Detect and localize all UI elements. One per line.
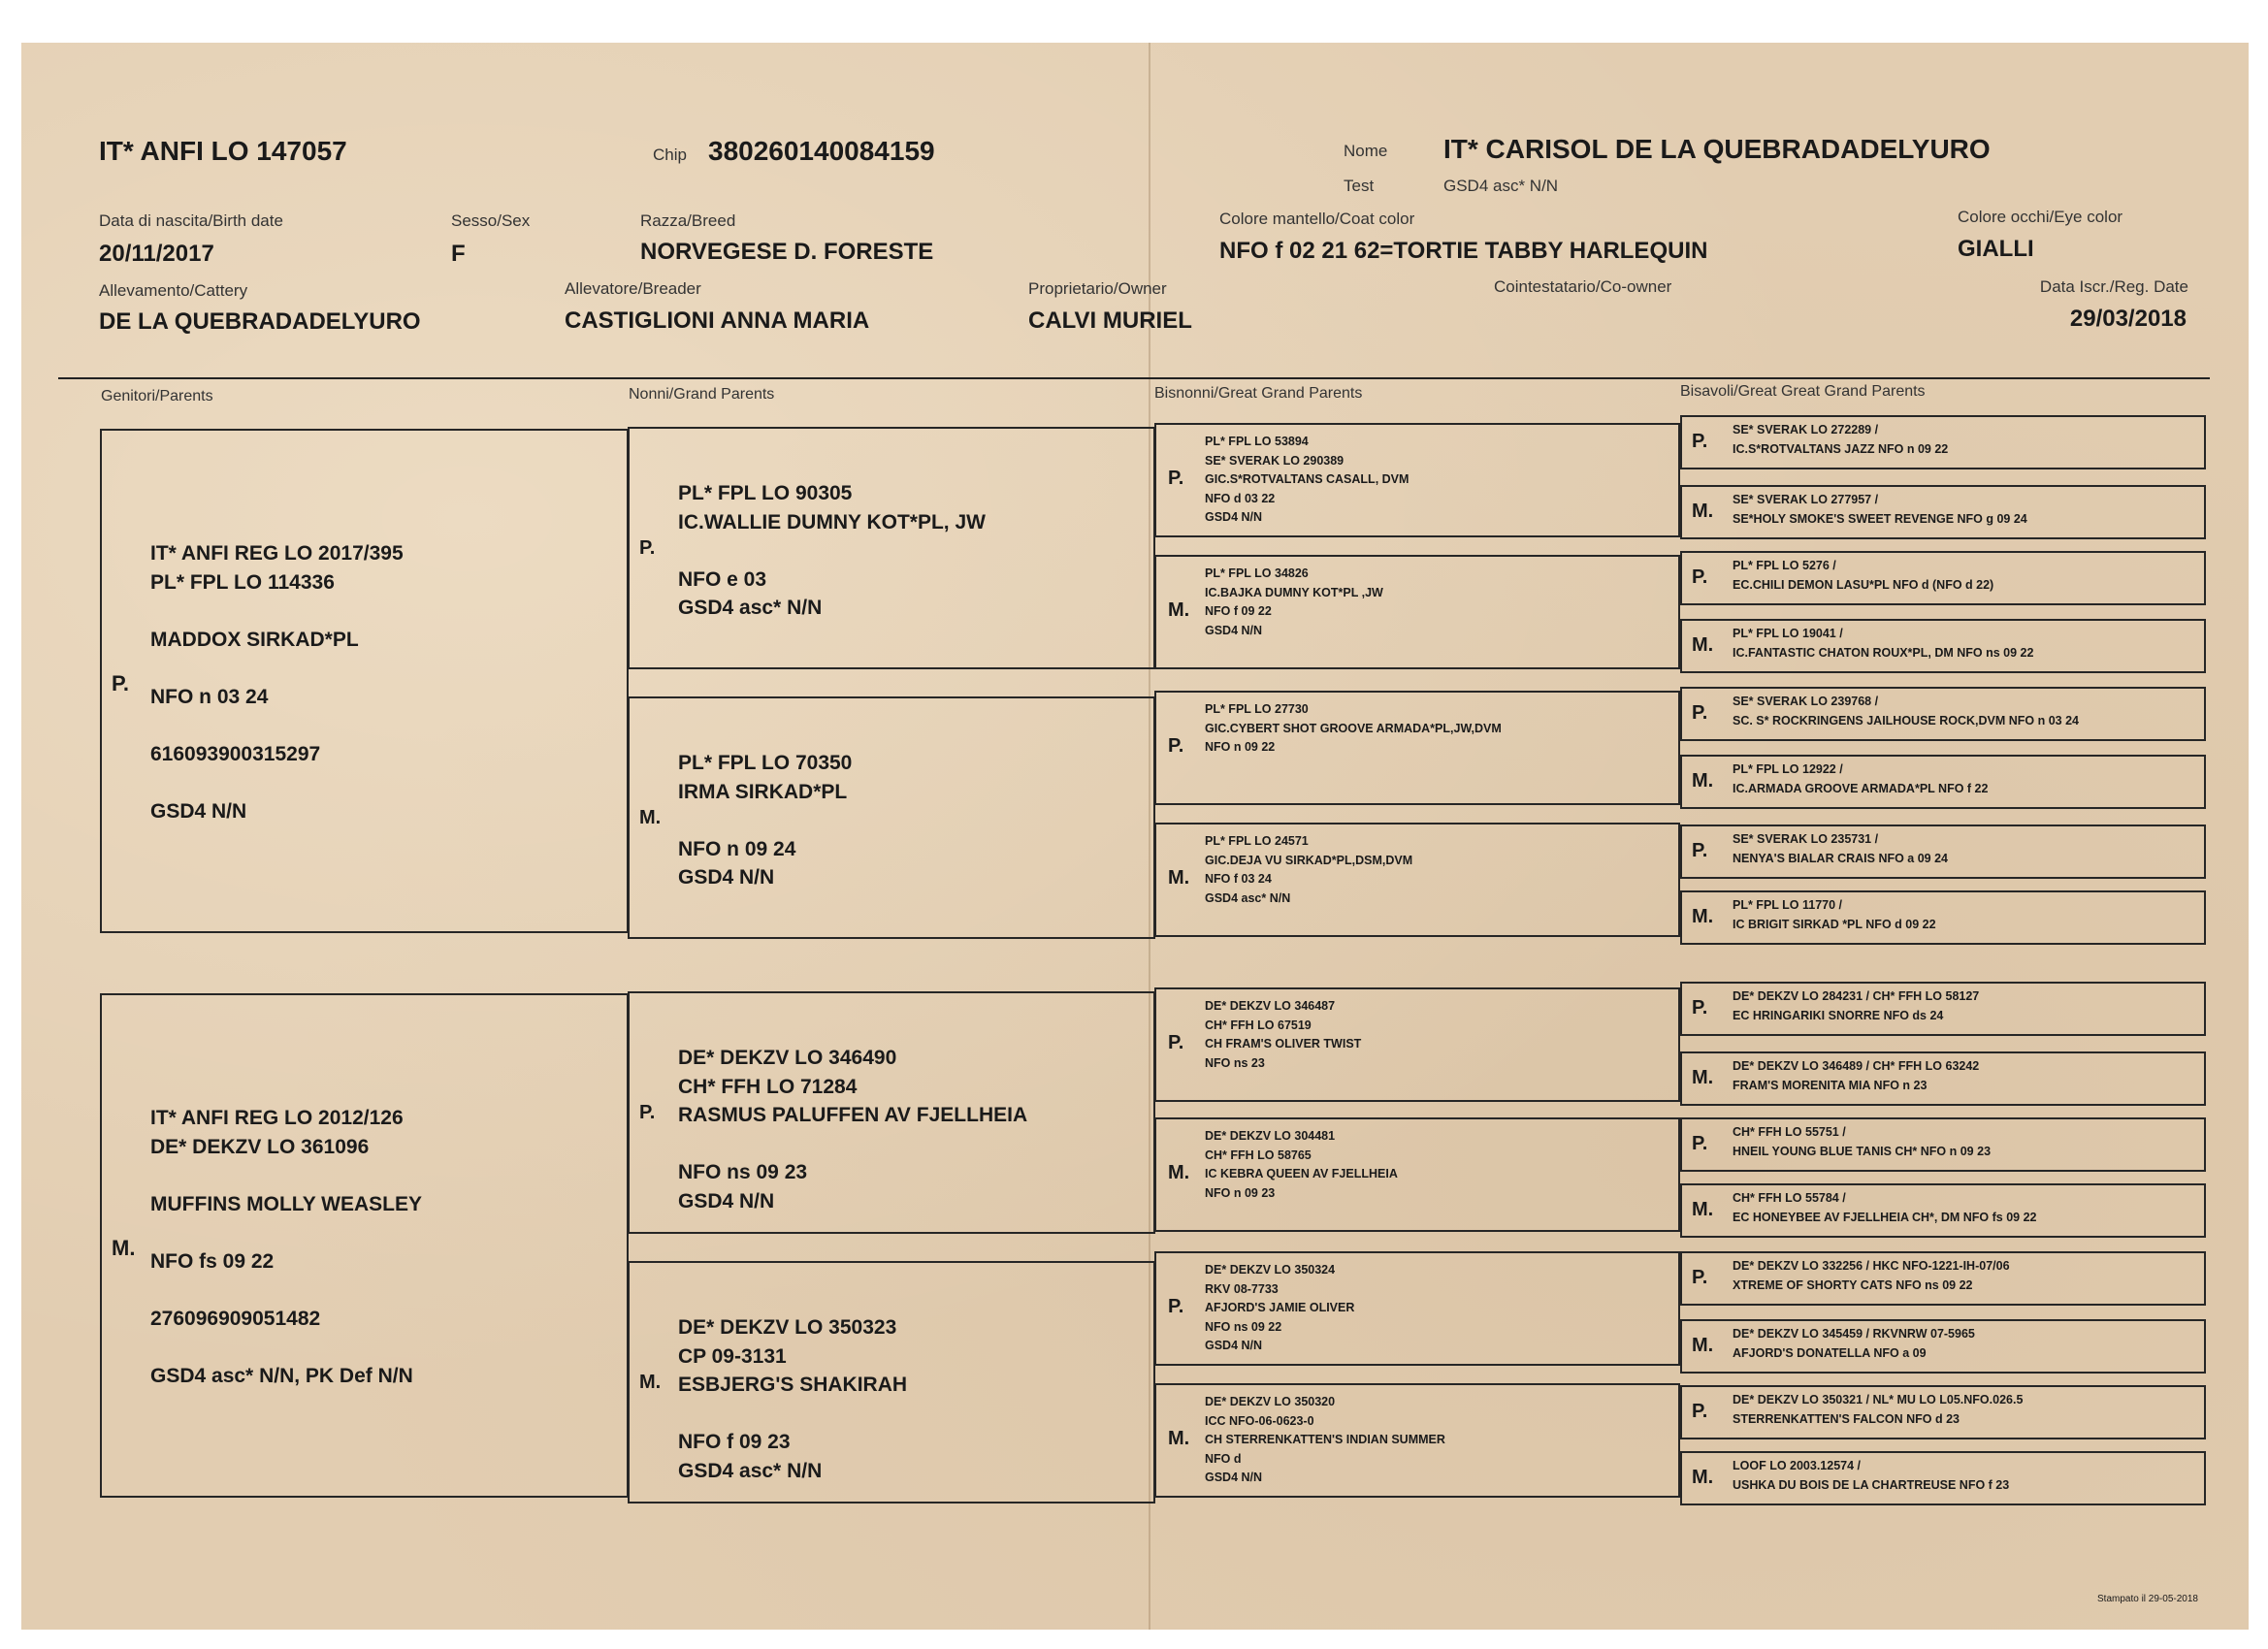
- great-grandparent-line: PL* FPL LO 34826: [1205, 566, 1309, 580]
- dam-line: NFO fs 09 22: [150, 1249, 275, 1273]
- great-great-grandparent-text: [1733, 896, 1936, 934]
- great-grandparent-line: DE* DEKZV LO 350320: [1205, 1395, 1336, 1408]
- sire-line: GSD4 N/N: [150, 799, 247, 823]
- great-grandparent-line: RKV 08-7733: [1205, 1281, 1279, 1296]
- great-great-grandparent-text: [1733, 625, 2033, 663]
- registration-number: IT* ANFI LO 147057: [99, 136, 347, 166]
- great-grandparent-line: NFO ns 09 22: [1205, 1319, 1282, 1334]
- great-grandparent-line: NFO n 09 22: [1205, 740, 1276, 754]
- great-grandparent-line: PL* FPL LO 24571: [1205, 834, 1309, 848]
- dam-line: 276096909051482: [150, 1307, 321, 1330]
- great-grandparent-box: [1154, 1383, 1680, 1498]
- great-great-grandparent-marker: M.: [1692, 770, 1714, 792]
- grandparent-line: NFO ns 09 23: [678, 1161, 808, 1183]
- great-grandparent-line: DE* DEKZV LO 346487: [1205, 999, 1336, 1013]
- great-grandparent-line: GIC.DEJA VU SIRKAD*PL,DSM,DVM: [1205, 853, 1413, 867]
- grandparent-line: [678, 536, 986, 566]
- grandparent-line: GSD4 asc* N/N: [678, 597, 823, 619]
- grandparent-line: NFO f 09 23: [678, 1431, 791, 1453]
- birth-label: Data di nascita/Birth date: [99, 211, 283, 230]
- great-great-grandparent-line: PL* FPL LO 11770 /: [1733, 898, 1843, 912]
- great-grandparent-box: [1154, 1117, 1680, 1232]
- great-grandparent-line: DE* DEKZV LO 350324: [1205, 1263, 1336, 1277]
- great-grandparent-line: ICC NFO-06-0623-0: [1205, 1413, 1314, 1428]
- great-grandparent-line: GSD4 N/N: [1205, 1339, 1263, 1352]
- great-great-grandparent-line: SE* SVERAK LO 277957 /: [1733, 493, 1879, 506]
- great-grandparent-marker: P.: [1168, 1296, 1184, 1317]
- sex-label: Sesso/Sex: [451, 211, 531, 230]
- cattery-label: Allevamento/Cattery: [99, 281, 248, 300]
- great-great-grandparent-line: CH* FFH LO 55751 /: [1733, 1125, 1846, 1139]
- dam-marker: M.: [112, 1236, 136, 1260]
- print-date: Stampato il 29-05-2018: [2097, 1594, 2198, 1604]
- grandparent-line: [678, 1400, 907, 1429]
- great-grandparent-marker: P.: [1168, 735, 1184, 757]
- great-great-grandparent-line: SC. S* ROCKRINGENS JAILHOUSE ROCK,DVM NFO n 03 24: [1733, 713, 2080, 728]
- great-great-grandparent-line: STERRENKATTEN'S FALCON NFO d 23: [1733, 1411, 1960, 1426]
- cat-name: IT* CARISOL DE LA QUEBRADADELYURO: [1443, 134, 1991, 164]
- great-great-grandparent-box: [1680, 687, 2206, 741]
- sire-line: IT* ANFI REG LO 2017/395: [150, 542, 404, 565]
- parent-box-dam: [100, 993, 629, 1498]
- great-grandparent-text: [1205, 433, 1409, 528]
- great-great-grandparent-marker: M.: [1692, 501, 1714, 522]
- grandparent-line: [678, 1130, 1027, 1159]
- great-great-grandparent-text: [1733, 693, 2079, 730]
- great-great-grandparent-text: [1733, 1257, 2010, 1295]
- great-great-grandparent-line: PL* FPL LO 5276 /: [1733, 559, 1836, 572]
- great-great-grandparent-box: [1680, 551, 2206, 605]
- great-grandparent-line: PL* FPL LO 53894: [1205, 435, 1309, 448]
- breed-label: Razza/Breed: [640, 211, 736, 230]
- chip-value: 380260140084159: [708, 136, 935, 166]
- grandparent-box: [628, 1261, 1155, 1504]
- grandparent-marker: P.: [639, 1102, 656, 1123]
- great-great-grandparent-marker: M.: [1692, 906, 1714, 927]
- great-grandparent-text: [1205, 1393, 1445, 1488]
- grandparent-line: GSD4 N/N: [678, 1189, 775, 1212]
- great-grandparent-line: SE* SVERAK LO 290389: [1205, 453, 1345, 468]
- great-great-grandparent-box: [1680, 1051, 2206, 1106]
- great-great-grandparent-text: [1733, 987, 1979, 1025]
- name-label: Nome: [1344, 142, 1388, 160]
- great-great-grandparent-box: [1680, 415, 2206, 469]
- great-grandparent-text: [1205, 997, 1361, 1073]
- great-great-grandparent-box: [1680, 755, 2206, 809]
- birth-value: 20/11/2017: [99, 241, 214, 267]
- eye-label: Colore occhi/Eye color: [1958, 208, 2123, 226]
- great-great-grandparent-box: [1680, 890, 2206, 945]
- section-parents: Genitori/Parents: [101, 388, 213, 404]
- grandparent-text: [678, 1044, 1027, 1215]
- great-grandparent-line: NFO n 09 23: [1205, 1185, 1276, 1200]
- grandparent-line: DE* DEKZV LO 350323: [678, 1316, 897, 1339]
- owner-value: CALVI MURIEL: [1028, 307, 1192, 334]
- great-great-grandparent-box: [1680, 485, 2206, 539]
- grandparent-line: GSD4 asc* N/N: [678, 1459, 823, 1482]
- great-great-grandparent-line: FRAM'S MORENITA MIA NFO n 23: [1733, 1078, 1928, 1092]
- great-great-grandparent-line: EC HRINGARIKI SNORRE NFO ds 24: [1733, 1008, 1944, 1022]
- great-great-grandparent-marker: P.: [1692, 431, 1708, 452]
- great-great-grandparent-text: [1733, 1189, 2036, 1227]
- great-grandparent-box: [1154, 1251, 1680, 1366]
- great-grandparent-text: [1205, 1261, 1354, 1356]
- grandparent-text: [678, 1313, 907, 1485]
- great-great-grandparent-text: [1733, 830, 1948, 868]
- great-grandparent-line: GSD4 asc* N/N: [1205, 890, 1291, 905]
- section-great-grandparents: Bisnonni/Great Grand Parents: [1154, 385, 1363, 402]
- grandparent-line: RASMUS PALUFFEN AV FJELLHEIA: [678, 1104, 1028, 1126]
- cattery-value: DE LA QUEBRADADELYURO: [99, 308, 421, 335]
- great-great-grandparent-box: [1680, 1451, 2206, 1505]
- grandparent-line: PL* FPL LO 90305: [678, 482, 853, 504]
- great-great-grandparent-text: [1733, 1391, 2023, 1429]
- great-great-grandparent-marker: M.: [1692, 1335, 1714, 1356]
- grandparent-marker: M.: [639, 1372, 662, 1393]
- great-great-grandparent-box: [1680, 1319, 2206, 1374]
- great-grandparent-line: NFO ns 23: [1205, 1055, 1265, 1070]
- great-great-grandparent-text: [1733, 1057, 1979, 1095]
- sex-value: F: [451, 241, 466, 267]
- great-grandparent-line: GSD4 N/N: [1205, 510, 1263, 524]
- breed-value: NORVEGESE D. FORESTE: [640, 239, 934, 265]
- regdate-label: Data Iscr./Reg. Date: [2039, 277, 2188, 296]
- great-grandparent-line: PL* FPL LO 27730: [1205, 702, 1309, 716]
- sire-name: MADDOX SIRKAD*PL: [150, 628, 359, 651]
- great-great-grandparent-line: IC.S*ROTVALTANS JAZZ NFO n 09 22: [1733, 441, 1949, 456]
- great-grandparent-line: CH* FFH LO 58765: [1205, 1148, 1312, 1162]
- great-great-grandparent-marker: M.: [1692, 1467, 1714, 1488]
- great-grandparent-text: [1205, 832, 1412, 908]
- great-great-grandparent-text: [1733, 557, 1993, 595]
- great-great-grandparent-line: EC HONEYBEE AV FJELLHEIA CH*, DM NFO fs 09 22: [1733, 1210, 2037, 1224]
- great-great-grandparent-line: DE* DEKZV LO 346489 / CH* FFH LO 63242: [1733, 1059, 1980, 1073]
- great-grandparent-line: GIC.CYBERT SHOT GROOVE ARMADA*PL,JW,DVM: [1205, 721, 1502, 735]
- great-great-grandparent-marker: P.: [1692, 1133, 1708, 1154]
- great-great-grandparent-marker: M.: [1692, 1067, 1714, 1088]
- great-grandparent-line: CH* FFH LO 67519: [1205, 1018, 1312, 1032]
- dam-name: MUFFINS MOLLY WEASLEY: [150, 1192, 423, 1215]
- dam-line: DE* DEKZV LO 361096: [150, 1135, 370, 1158]
- section-grandparents: Nonni/Grand Parents: [629, 386, 775, 403]
- sire-line: 616093900315297: [150, 742, 321, 765]
- great-great-grandparent-box: [1680, 982, 2206, 1036]
- great-great-grandparent-line: IC.ARMADA GROOVE ARMADA*PL NFO f 22: [1733, 781, 1989, 795]
- great-great-grandparent-marker: P.: [1692, 1401, 1708, 1422]
- grandparent-text: [678, 479, 986, 623]
- great-great-grandparent-text: [1733, 491, 2027, 529]
- great-grandparent-marker: M.: [1168, 1162, 1190, 1183]
- great-great-grandparent-text: [1733, 1123, 1991, 1161]
- great-grandparent-box: [1154, 423, 1680, 537]
- great-great-grandparent-box: [1680, 1385, 2206, 1439]
- great-great-grandparent-text: [1733, 760, 1988, 798]
- section-great-great-grandparents: Bisavoli/Great Great Grand Parents: [1680, 383, 1926, 400]
- breeder-label: Allevatore/Breader: [565, 279, 701, 298]
- grandparent-box: [628, 991, 1155, 1234]
- great-great-grandparent-line: IC BRIGIT SIRKAD *PL NFO d 09 22: [1733, 917, 1936, 931]
- grandparent-line: ESBJERG'S SHAKIRAH: [678, 1374, 908, 1396]
- great-grandparent-marker: P.: [1168, 468, 1184, 489]
- great-great-grandparent-marker: M.: [1692, 1199, 1714, 1220]
- great-great-grandparent-line: SE* SVERAK LO 235731 /: [1733, 832, 1879, 846]
- grandparent-line: DE* DEKZV LO 346490: [678, 1047, 897, 1069]
- great-great-grandparent-line: HNEIL YOUNG BLUE TANIS CH* NFO n 09 23: [1733, 1144, 1992, 1158]
- great-grandparent-box: [1154, 987, 1680, 1102]
- great-great-grandparent-line: SE* SVERAK LO 272289 /: [1733, 423, 1879, 436]
- regdate-value: 29/03/2018: [2069, 306, 2187, 332]
- great-great-grandparent-marker: P.: [1692, 702, 1708, 724]
- great-great-grandparent-line: EC.CHILI DEMON LASU*PL NFO d (NFO d 22): [1733, 577, 1994, 592]
- parent-box-sire: [100, 429, 629, 933]
- breeder-value: CASTIGLIONI ANNA MARIA: [565, 307, 870, 334]
- dam-line: GSD4 asc* N/N, PK Def N/N: [150, 1364, 413, 1387]
- header-divider: [58, 377, 2210, 379]
- test-value: GSD4 asc* N/N: [1443, 177, 1559, 195]
- great-great-grandparent-text: [1733, 421, 1948, 459]
- dam-lines: [150, 1104, 422, 1390]
- grandparent-line: NFO n 09 24: [678, 837, 796, 860]
- great-grandparent-text: [1205, 700, 1502, 758]
- great-grandparent-line: NFO f 09 22: [1205, 604, 1272, 618]
- grandparent-line: [678, 806, 852, 835]
- coowner-label: Cointestatario/Co-owner: [1494, 277, 1672, 296]
- chip-label: Chip: [653, 146, 687, 164]
- great-grandparent-text: [1205, 1127, 1398, 1203]
- great-grandparent-line: AFJORD'S JAMIE OLIVER: [1205, 1301, 1355, 1314]
- great-grandparent-line: NFO d: [1205, 1451, 1242, 1466]
- grandparent-line: CP 09-3131: [678, 1344, 787, 1368]
- great-grandparent-line: GSD4 N/N: [1205, 1471, 1263, 1484]
- grandparent-marker: M.: [639, 807, 662, 828]
- great-grandparent-box: [1154, 691, 1680, 805]
- sire-lines: [150, 539, 404, 825]
- great-great-grandparent-marker: P.: [1692, 840, 1708, 861]
- great-great-grandparent-text: [1733, 1457, 2009, 1495]
- great-great-grandparent-line: AFJORD'S DONATELLA NFO a 09: [1733, 1345, 1927, 1360]
- owner-label: Proprietario/Owner: [1028, 279, 1167, 298]
- grandparent-line: NFO e 03: [678, 567, 767, 591]
- grandparent-line: IC.WALLIE DUMNY KOT*PL, JW: [678, 510, 986, 534]
- great-great-grandparent-box: [1680, 1117, 2206, 1172]
- coat-label: Colore mantello/Coat color: [1219, 210, 1415, 228]
- great-great-grandparent-line: XTREME OF SHORTY CATS NFO ns 09 22: [1733, 1277, 1973, 1292]
- great-grandparent-line: NFO f 03 24: [1205, 872, 1272, 886]
- great-great-grandparent-line: NENYA'S BIALAR CRAIS NFO a 09 24: [1733, 851, 1949, 865]
- great-grandparent-line: IC KEBRA QUEEN AV FJELLHEIA: [1205, 1167, 1398, 1180]
- great-great-grandparent-line: PL* FPL LO 19041 /: [1733, 627, 1843, 640]
- great-great-grandparent-line: DE* DEKZV LO 284231 / CH* FFH LO 58127: [1733, 989, 1980, 1003]
- great-grandparent-line: CH STERRENKATTEN'S INDIAN SUMMER: [1205, 1433, 1445, 1446]
- great-great-grandparent-line: DE* DEKZV LO 350321 / NL* MU LO L05.NFO.026.5: [1733, 1393, 2024, 1406]
- great-grandparent-line: GSD4 N/N: [1205, 623, 1263, 637]
- great-grandparent-box: [1154, 555, 1680, 669]
- test-label: Test: [1344, 177, 1375, 195]
- grandparent-line: GSD4 N/N: [678, 866, 775, 889]
- great-great-grandparent-line: DE* DEKZV LO 345459 / RKVNRW 07-5965: [1733, 1327, 1975, 1341]
- great-great-grandparent-marker: M.: [1692, 634, 1714, 656]
- sire-line: NFO n 03 24: [150, 685, 269, 708]
- great-grandparent-marker: M.: [1168, 599, 1190, 621]
- sire-line: PL* FPL LO 114336: [150, 570, 335, 594]
- great-great-grandparent-marker: P.: [1692, 997, 1708, 1018]
- great-great-grandparent-box: [1680, 1183, 2206, 1238]
- great-grandparent-line: NFO d 03 22: [1205, 491, 1276, 505]
- grandparent-line: CH* FFH LO 71284: [678, 1075, 858, 1098]
- sire-marker: P.: [112, 671, 129, 695]
- great-great-grandparent-text: [1733, 1325, 1975, 1363]
- great-great-grandparent-box: [1680, 824, 2206, 879]
- grandparent-box: [628, 427, 1155, 669]
- great-grandparent-marker: M.: [1168, 867, 1190, 889]
- great-great-grandparent-line: LOOF LO 2003.12574 /: [1733, 1459, 1862, 1472]
- great-great-grandparent-line: PL* FPL LO 12922 /: [1733, 762, 1843, 776]
- great-great-grandparent-line: DE* DEKZV LO 332256 / HKC NFO-1221-IH-07/06: [1733, 1259, 2010, 1273]
- great-great-grandparent-box: [1680, 619, 2206, 673]
- great-grandparent-marker: P.: [1168, 1032, 1184, 1053]
- dam-line: IT* ANFI REG LO 2012/126: [150, 1107, 404, 1129]
- great-great-grandparent-line: SE*HOLY SMOKE'S SWEET REVENGE NFO g 09 24: [1733, 511, 2027, 526]
- great-grandparent-box: [1154, 823, 1680, 937]
- great-great-grandparent-line: SE* SVERAK LO 239768 /: [1733, 695, 1879, 708]
- great-great-grandparent-marker: P.: [1692, 566, 1708, 588]
- great-great-grandparent-marker: P.: [1692, 1267, 1708, 1288]
- eye-value: GIALLI: [1958, 236, 2034, 262]
- great-grandparent-marker: M.: [1168, 1428, 1190, 1449]
- grandparent-marker: P.: [639, 537, 656, 559]
- grandparent-line: PL* FPL LO 70350: [678, 752, 853, 774]
- great-great-grandparent-line: CH* FFH LO 55784 /: [1733, 1191, 1846, 1205]
- great-grandparent-text: [1205, 565, 1383, 640]
- coat-value: NFO f 02 21 62=TORTIE TABBY HARLEQUIN: [1219, 238, 1708, 264]
- great-grandparent-line: IC.BAJKA DUMNY KOT*PL ,JW: [1205, 585, 1383, 599]
- grandparent-line: IRMA SIRKAD*PL: [678, 780, 848, 803]
- great-great-grandparent-line: USHKA DU BOIS DE LA CHARTREUSE NFO f 23: [1733, 1477, 2010, 1492]
- great-great-grandparent-box: [1680, 1251, 2206, 1306]
- great-grandparent-line: DE* DEKZV LO 304481: [1205, 1129, 1336, 1143]
- great-grandparent-line: GIC.S*ROTVALTANS CASALL, DVM: [1205, 472, 1409, 486]
- grandparent-box: [628, 696, 1155, 939]
- grandparent-text: [678, 749, 852, 892]
- great-great-grandparent-line: IC.FANTASTIC CHATON ROUX*PL, DM NFO ns 09 22: [1733, 645, 2034, 660]
- great-grandparent-line: CH FRAM'S OLIVER TWIST: [1205, 1037, 1362, 1051]
